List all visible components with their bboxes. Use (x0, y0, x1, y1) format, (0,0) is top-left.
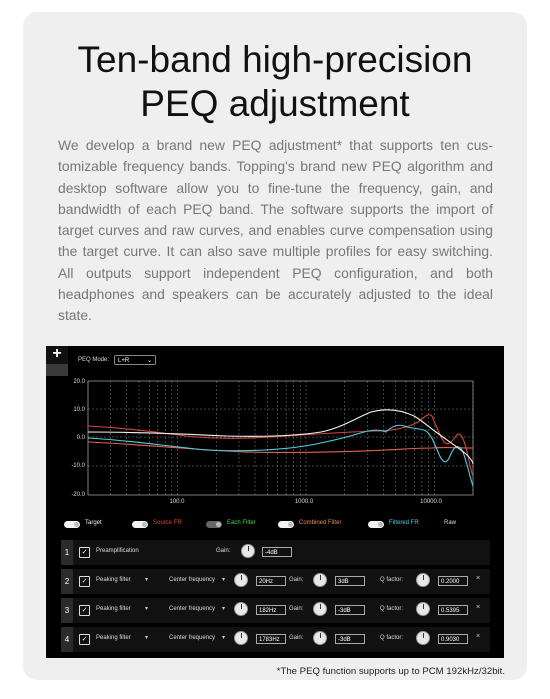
preamp-row (61, 540, 490, 565)
gain-field[interactable]: -3dB (335, 605, 365, 615)
q-factor-field[interactable]: 0.9030 (438, 634, 468, 644)
chevron-down-icon: ⌄ (146, 358, 152, 364)
band-enable-checkbox[interactable]: ✓ (79, 576, 90, 587)
target-toggle[interactable] (64, 521, 80, 528)
gain-knob[interactable] (313, 602, 327, 616)
frequency-dropdown-icon[interactable]: ▾ (222, 606, 226, 612)
remove-band-icon[interactable]: × (476, 575, 481, 582)
q-factor-label: Q factor: (380, 635, 404, 641)
x-tick-label: 100.0 (169, 499, 185, 505)
filter-type-label: Peaking filter (96, 635, 131, 641)
q-factor-knob[interactable] (416, 602, 430, 616)
row-index: 4 (61, 627, 73, 652)
y-tick-label: 10.0 (73, 407, 85, 413)
y-tick-label: 0.0 (76, 435, 85, 441)
filter-type-label: Peaking filter (96, 606, 131, 612)
legend-filtered-fr: Filtered FR (389, 520, 419, 526)
y-tick-label: 20.0 (73, 379, 85, 385)
frequency-knob[interactable] (234, 602, 248, 616)
graph-grid (88, 381, 473, 495)
row-index: 3 (61, 598, 73, 623)
q-factor-field[interactable]: 0.5395 (438, 605, 468, 615)
combined-filter-toggle[interactable] (278, 521, 294, 528)
x-tick-label: 1000.0 (294, 499, 314, 505)
x-axis-ticks (169, 499, 442, 505)
legend-target: Target (85, 520, 102, 526)
x-tick-label: 10000.0 (420, 499, 442, 505)
footnote: *The PEQ function supports up to PCM 192kHz/32bit. (276, 666, 505, 677)
filter-type-dropdown-icon[interactable]: ▾ (145, 577, 149, 583)
page-title-line-1: Ten-band high-precision (77, 39, 473, 80)
filter-type-dropdown-icon[interactable]: ▾ (145, 606, 149, 612)
frequency-dropdown-icon[interactable]: ▾ (222, 577, 226, 583)
band-enable-checkbox[interactable]: ✓ (79, 605, 90, 616)
gain-field[interactable]: -3dB (335, 634, 365, 644)
legend-combined-filter: Combined Filter (299, 520, 342, 526)
legend-each-filter: Each Filter (227, 520, 256, 526)
plus-icon[interactable]: + (52, 346, 62, 362)
filtered-fr-curve (88, 425, 473, 486)
frequency-field[interactable]: 1783Hz (256, 634, 286, 644)
filtered-fr-toggle[interactable] (368, 521, 384, 528)
filter-type-dropdown-icon[interactable]: ▾ (145, 635, 149, 641)
legend-raw: Raw (444, 520, 457, 526)
q-factor-label: Q factor: (380, 606, 404, 612)
band-row (61, 569, 490, 594)
preamp-label: Preamplification (96, 548, 139, 554)
q-factor-knob[interactable] (416, 573, 430, 587)
source-fr-toggle[interactable] (132, 521, 148, 528)
filter-type-label: Peaking filter (96, 577, 131, 583)
peq-software-screenshot (46, 346, 504, 658)
preamp-gain-knob[interactable] (241, 544, 255, 558)
center-frequency-label: Center frequency (169, 606, 216, 612)
gain-field[interactable]: 3dB (335, 576, 365, 586)
graph-frame (88, 381, 473, 495)
frequency-response-graph (46, 346, 504, 516)
y-tick-label: -10.0 (71, 463, 85, 469)
legend-source-fr: Source FR (153, 520, 182, 526)
gain-label: Gain: (289, 635, 304, 641)
curve-legend (64, 518, 504, 532)
gain-knob[interactable] (313, 573, 327, 587)
band-row (61, 598, 490, 623)
q-factor-label: Q factor: (380, 577, 404, 583)
center-frequency-label: Center frequency (169, 577, 216, 583)
description-paragraph: We develop a brand new PEQ adjustment* that supports ten cus-tomizable frequency bands. Topping's brand new PEQ algorithm and desktop software allow you to fine-tune the frequency, gain, and bandwidth of each PEQ band. The software supports the import of target curves and raw curves, and enables curve compensation using the target curve. It can also save multiple profiles for easy switching. All outputs support independent PEQ configuration, and both headphones and speakers can be accurately adjusted to the ideal state. (58, 137, 493, 324)
frequency-field[interactable]: 20Hz (256, 576, 286, 586)
gain-label: Gain: (289, 577, 304, 583)
frequency-dropdown-icon[interactable]: ▾ (222, 635, 226, 641)
frequency-field[interactable]: 182Hz (256, 605, 286, 615)
peq-mode-value: L+R (118, 358, 130, 364)
remove-band-icon[interactable]: × (476, 604, 481, 611)
row-index: 2 (61, 569, 73, 594)
frequency-knob[interactable] (234, 631, 248, 645)
q-factor-field[interactable]: 0.2000 (438, 576, 468, 586)
gain-knob[interactable] (313, 631, 327, 645)
frequency-knob[interactable] (234, 573, 248, 587)
y-axis-ticks (71, 379, 85, 498)
gain-label: Gain: (216, 548, 231, 554)
y-tick-label: -20.0 (71, 492, 85, 498)
preamp-enable-checkbox[interactable]: ✓ (79, 547, 90, 558)
each-filter-toggle[interactable] (206, 521, 222, 528)
preamp-gain-field[interactable]: -4dB (262, 547, 292, 557)
band-enable-checkbox[interactable]: ✓ (79, 634, 90, 645)
page-title-line-2: PEQ adjustment (140, 83, 410, 124)
remove-band-icon[interactable]: × (476, 633, 481, 640)
center-frequency-label: Center frequency (169, 635, 216, 641)
gain-label: Gain: (289, 606, 304, 612)
row-index: 1 (61, 540, 73, 565)
band-row (61, 627, 490, 652)
peq-mode-label: PEQ Mode: (78, 357, 110, 363)
q-factor-knob[interactable] (416, 631, 430, 645)
